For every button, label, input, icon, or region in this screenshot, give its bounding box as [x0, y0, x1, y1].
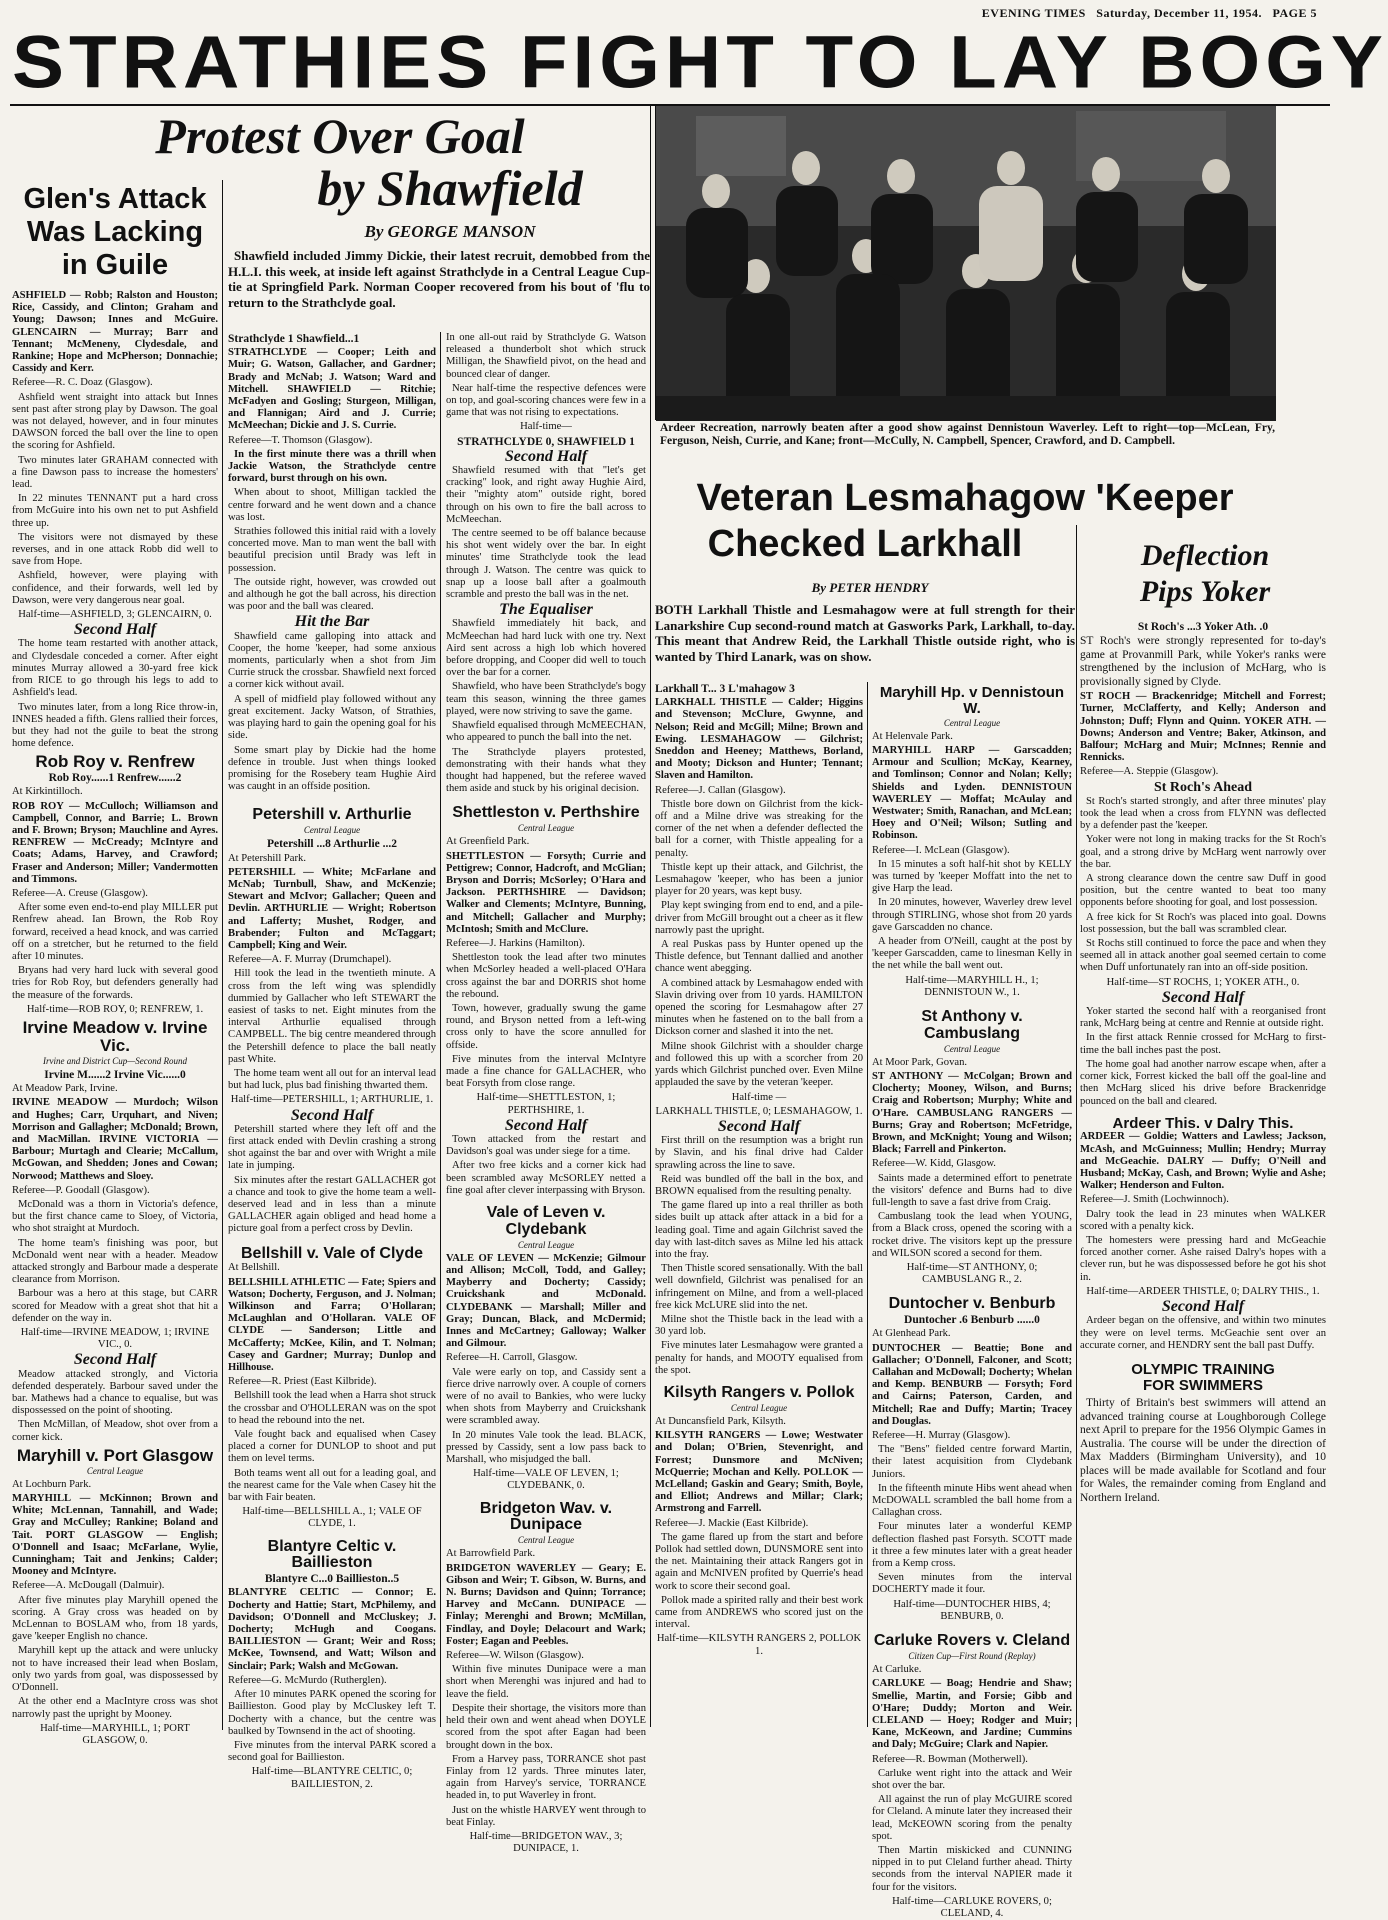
kilsyth-halftime: Half-time—KILSYTH RANGERS 2, POLLOK 1.: [656, 1633, 862, 1657]
photo-caption: Ardeer Recreation, narrowly beaten after a good show against Dennistoun Waverley. Left to right—top—McLean, Fry, Ferguson, Neish, Currie, and Kane; front—McCully, N. Campbell, Spencer, Crawford, and D. Campbell.: [660, 422, 1275, 447]
bridgeton-referee: Referee—W. Wilson (Glasgow).: [446, 1650, 584, 1662]
main-para: Shawfield resumed with that "let's get cracking" look, and right away Hughie Aird, their "mighty atom" outside right, bored through on his own to fire the ball across to McMeechan.: [446, 465, 646, 525]
main-para: Strathies followed this initial raid with a lovely concerted move. Man to man went the ball with beautiful precision until Brady was left in possession.: [228, 526, 436, 574]
column-divider: [650, 105, 651, 1727]
main-referee: Referee—T. Thomson (Glasgow).: [228, 434, 373, 446]
st-anthony-league: Central League: [943, 1043, 1001, 1054]
lesma-headline-2: Checked Larkhall: [707, 523, 1023, 565]
bridgeton-para: Despite their shortage, the visitors more than held their own and went ahead when DOYLE scored from the spot after Eagan had been brought down in the box.: [446, 1702, 646, 1751]
column-6: [1080, 620, 1326, 1727]
robroy-halftime: Half-time—ROB ROY, 0; RENFREW, 1.: [26, 1003, 204, 1015]
main-halftime-label: Half-time—: [520, 421, 572, 433]
irvine-teams: IRVINE MEADOW — Murdoch; Wilson and Hughes; Carr, Urquhart, and Niven; Morrison and Gallagher; McDonald; Brown, and MacMillan. IRVINE VICTORIA — Barbour; Murtagh and Clearie; McCallum, McGowan, and Shedden; Jones and Cowan; Norwood; Matthews and Sloey.: [12, 1097, 218, 1182]
lesma-para: A real Puskas pass by Hunter opened up the Thistle defence, but Tennant dallied and another chance went abegging.: [655, 939, 863, 975]
lesma-para: Milne shot the Thistle back in the lead with a 30 yard lob.: [655, 1313, 863, 1338]
irvine-referee: Referee—P. Goodall (Glasgow).: [12, 1184, 150, 1196]
column-divider: [1076, 525, 1077, 1727]
bellshill-halftime: Half-time—BELLSHILL A., 1; VALE OF CLYDE, 1.: [242, 1506, 422, 1530]
main-subhead: Second Half: [504, 447, 588, 465]
st-anthony-referee: Referee—W. Kidd, Glasgow.: [872, 1158, 996, 1170]
lesma-para: The game flared up into a real thriller as both sides built up attack after attack in a bid for a leading goal. Time and again Gilchrist saved the day with last-ditch saves as Milne led his attack into the fray.: [655, 1200, 863, 1260]
paper-date: Saturday, December 11, 1954.: [1096, 6, 1263, 20]
petershill-referee: Referee—A. F. Murray (Drumchapel).: [228, 954, 392, 966]
maryhill-harp-title: Maryhill Hp. v Dennistoun W.: [879, 684, 1065, 717]
blantyre-title: Blantyre Celtic v. Baillieston: [267, 1537, 397, 1572]
maryhill-pg-halftime: Half-time—MARYHILL, 1; PORT GLASGOW, 0.: [40, 1722, 190, 1746]
petershill-league: Central League: [303, 825, 361, 836]
vale-leven-referee: Referee—H. Carroll, Glasgow.: [446, 1352, 578, 1364]
olympic-title: [1080, 1362, 1326, 1394]
yoker-teams: ST ROCH — Brackenridge; Mitchell and Forrest; Turner, McClafferty, and Kelly; Anderson and Johnston; Duff; Flynn and Quinn. YOKER ATH. — Downs; Anderson and Ventre; Baker, Atkinson, and Balfour; McHarg and Muir; McInnes; Rennie and Rennicks.: [1080, 691, 1326, 764]
robroy-para: Bryans had very hard luck with several good tries for Rob Roy, but defenders generally had the measure of the forwards.: [12, 965, 218, 1001]
bellshill-para: Both teams went all out for a leading goal, and the nearest came for the Vale when Casey hit the bar with Fair beaten.: [228, 1467, 436, 1504]
shettleston-title: Shettleston v. Perthshire: [452, 804, 640, 822]
maryhill-pg-referee: Referee—A. McDougall (Dalmuir).: [12, 1580, 165, 1592]
glen-para: The visitors were not dismayed by these reverses, and in one attack Robb did well to save from Hope.: [12, 531, 218, 568]
maryhill-harp-halftime: Half-time—MARYHILL H., 1; DENNISTOUN W., 1.: [905, 974, 1039, 998]
lesma-para: A combined attack by Lesmahagow ended with Slavin driving over from 10 yards. HAMILTON opened the scoring for Lesmahagow after 27 minutes when he fastened on to the ball from a Dickson corner and slashed it into the net.: [655, 977, 863, 1038]
main-para: Shawfield immediately hit back, and McMeechan had hard luck with one try. Next Aird sent across a high lob which hovered before dropping, and Cooper did well to touch over the bar for a corner.: [446, 618, 646, 679]
petershill-teams: PETERSHILL — White; McFarlane and McNab; Turnbull, Shaw, and McKenzie; Stewart and McIvor; Gallacher; Queen and Devlin. ARTHURLIE — Wright; Robertson and Lafferty; Mushet, Rodger, and Brabender; Fulton and McTaggart; Campbell; King and Weir.: [228, 866, 436, 951]
glen-subhead: Second Half: [73, 621, 157, 639]
irvine-competition: Irvine and District Cup—Second Round: [43, 1055, 187, 1066]
main-para: The centre seemed to be off balance because his shot went widely over the bar. In eight minutes' time Strathclyde took the lead through J. Watson. The centre was quick to snap up a loose ball after a goalmouth scramble and presto the ball was in the net.: [446, 528, 646, 601]
yoker-headline-line-1: Deflection: [1140, 539, 1270, 572]
main-para: Shawfield equalised through McMEECHAN, who appeared to punch the ball into the net.: [446, 720, 646, 744]
duntocher-para: The "Bens" fielded centre forward Martin, their latest acquisition from Clydebank Juniors.: [872, 1444, 1072, 1480]
bellshill-title: Bellshill v. Vale of Clyde: [241, 1244, 423, 1262]
st-anthony-teams: ST ANTHONY — McColgan; Brown and Clocherty; Mooney, Wilson, and Burns; Craig and Robertson; Murphy; White and O'Hare. CAMBUSLANG RANGERS — Burns; Gray and Robertson; McFetridge, Brown, and McKnight; Young and Wilson; Black; Farrell and Pinkerton.: [872, 1070, 1072, 1156]
blantyre-referee: Referee—G. McMurdo (Rutherglen).: [228, 1674, 387, 1686]
glen-headline-line-3: in Guile: [61, 249, 169, 281]
carluke-referee: Referee—R. Bowman (Motherwell).: [872, 1753, 1028, 1765]
shettleston-teams: SHETTLESTON — Forsyth; Currie and Pettigrew; Connor, Hadcroft, and McGlian; Bryson and Dorris; McSorley; O'Hara and Jackson. PERTHSHIRE — Davidson; Walker and Clements; McIntyre, Bunning, and Mitchell; Gallacher and Murphy; McIntosh; Smith and McClure.: [446, 850, 646, 935]
yoker-para: A strong clearance down the centre saw Duff in good position, but the centre wanted to beat too many opponents before shooting for goal, and lost possession.: [1080, 873, 1326, 909]
robroy-score: Rob Roy......1 Renfrew......2: [48, 772, 182, 785]
glen-headline: [12, 183, 218, 282]
ardeer-referee: Referee—J. Smith (Lochwinnoch).: [1080, 1194, 1229, 1206]
carluke-venue: At Carluke.: [872, 1664, 922, 1676]
maryhill-harp-teams: MARYHILL HARP — Garscadden; Armour and Scullion; McKay, Kearney, and Tomlinson; Connor and Nolan; Kelly; Shields and Lyden. DENNISTOUN WAVERLEY — Moffat; McAulay and Westwater; Smith, Ranachan, and McLean; Hoey and O'Neil; Wilson; Sutling and Robinson.: [872, 744, 1072, 842]
lesma-para: Thistle kept up their attack, and Gilchrist, the Lesmahagow 'keeper, who has been a junior player for 20 years, was kept busy.: [655, 861, 863, 898]
bridgeton-venue: At Barrowfield Park.: [446, 1548, 536, 1560]
petershill-subhead: Second Half: [290, 1106, 374, 1124]
vale-leven-para: In 20 minutes Vale took the lead. BLACK, pressed by Cassidy, sent a low pass back to Marshall, who misjudged the ball.: [446, 1429, 646, 1466]
maryhill-pg-para: Maryhill kept up the attack and were unlucky not to have increased their lead when Boslam, only two yards from goal, was dispossessed by O'Donnell.: [12, 1645, 218, 1694]
lesma-para: Play kept swinging from end to end, and a pile-driver from McGill brought out a cheer as it flew narrowly past the upright.: [655, 900, 863, 936]
main-para: Shawfield came galloping into attack and Cooper, the home 'keeper, had some anxious moments, particularly when a shot from Jim Currie struck the crossbar. Shawfield next forced a corner kick without avail.: [228, 630, 436, 691]
lesma-halftime: LARKHALL THISTLE, 0; LESMAHAGOW, 1.: [655, 1105, 863, 1117]
yoker-intro: ST Roch's were strongly represented for to-day's game at Provanmill Park, while Yoker's ranks were strengthened by the inclusion of McHarg, who is provisionally signed by Clyde.: [1080, 635, 1326, 688]
lesma-byline: By PETER HENDRY: [811, 580, 929, 595]
blantyre-teams: BLANTYRE CELTIC — Connor; E. Docherty and Hattie; Start, McPhilemy, and Davidson; O'Donnell and McCluskey; J. Docherty; McHugh and Coogans. BAILLIESTON — Grant; Weir and Ross; McKee, Townsend, and Watt; Wilson and Sinclair; Park; Walsh and McGowan.: [228, 1587, 436, 1672]
vale-leven-halftime: Half-time—VALE OF LEVEN, 1; CLYDEBANK, 0.: [473, 1468, 619, 1492]
ardeer-para: The homesters were pressing hard and McGeachie forced another corner. Ashe raised Dalry's hopes with a clever run, but he was dispossessed before he got his shot in.: [1080, 1235, 1326, 1283]
irvine-para: Meadow attacked strongly, and Victoria defended desperately. Barbour saved under the bar. Mathews had a chance to equalise, but was dispossessed on the point of shooting.: [12, 1368, 218, 1417]
lesma-para: First thrill on the resumption was a bright run by Slavin, and his final drive had Calder sprawling across the line to save.: [655, 1135, 863, 1171]
maryhill-pg-para: At the other end a MacIntyre cross was shot narrowly past the upright by Mooney.: [12, 1696, 218, 1720]
lesma-para: Thistle bore down on Gilchrist from the kick-off and a Milne drive was streaking for the corner of the net when a defender deflected the ball for a corner, with Thistle appealing for a penalty.: [655, 798, 863, 859]
petershill-para: Hill took the lead in the twentieth minute. A cross from the left wing was splendidly dummied by Gallacher who left STEWART the easiest of tasks to net. Eight minutes from the interval Arthurlie equalised through CAMPBELL. The big centre meandered through the Petershill defence to place the ball neatly past White.: [228, 968, 436, 1065]
bridgeton-para: From a Harvey pass, TORRANCE shot past Finlay from 12 yards. Three minutes later, again from Harvey's service, TORRANCE headed in, to put Waverley in front.: [446, 1753, 646, 1802]
column-1: [12, 180, 218, 1746]
maryhill-harp-para: In 15 minutes a soft half-hit shot by KELLY was turned by 'keeper Moffatt into the net to give Harp the lead.: [872, 858, 1072, 895]
column-divider: [440, 332, 441, 1727]
page-number: PAGE 5: [1272, 6, 1317, 20]
carluke-title: Carluke Rovers v. Cleland: [873, 1632, 1071, 1650]
team-photo: [655, 105, 1275, 420]
lesma-para: Reid was bundled off the ball in the box, and BROWN equalised from the resulting penalty.: [655, 1173, 863, 1197]
yoker-subhead: St Roch's Ahead: [1153, 779, 1253, 795]
petershill-halftime: Half-time—PETERSHILL, 1; ARTHURLIE, 1.: [230, 1094, 434, 1106]
yoker-para: St Roch's started strongly, and after three minutes' play took the lead when a cross from FLYNN was deflected by a defender past the 'keeper.: [1080, 795, 1326, 832]
shettleston-venue: At Greenfield Park.: [446, 836, 530, 848]
irvine-halftime: Half-time—IRVINE MEADOW, 1; IRVINE VIC., 0.: [20, 1326, 210, 1351]
column-2: [228, 332, 436, 1790]
lesma-referee: Referee—J. Callan (Glasgow).: [655, 784, 786, 796]
lesma-halftime-label: Half-time —: [731, 1091, 787, 1103]
vale-leven-teams: VALE OF LEVEN — McKenzie; Gilmour and Allison; McColl, Todd, and Galley; Mayberry and Docherty; Cassidy; Cruickshank and McDonald. CLYDEBANK — Marshall; Miller and Gray; Duncan, Black, and McDermid; Innes and McCartney; Galloway; Walker and Gilmour.: [446, 1252, 646, 1350]
shettleston-league: Central League: [517, 823, 575, 834]
main-headline-2: by Shawfield: [317, 160, 583, 216]
shettleston-halftime: Half-time—SHETTLESTON, 1; PERTHSHIRE, 1.: [476, 1092, 616, 1116]
yoker-headline: [1080, 538, 1330, 618]
kilsyth-para: The game flared up from the start and before Pollok had settled down, DUNSMORE sent into the net. Maintaining their attack Rangers got in again and McNIVEN profited by Querrie's head work to score their second goal.: [655, 1531, 863, 1592]
main-para: Some smart play by Dickie had the home defence in trouble. Just when things looked promising for the Rosebery team Hughie Aird was caught in an offside position.: [228, 744, 436, 793]
irvine-para: The home team's finishing was poor, but McDonald went near with a header. Meadow attacked strongly and Barbour made a desperate clearance from Morrison.: [12, 1237, 218, 1286]
maryhill-pg-para: After five minutes play Maryhill opened the scoring. A Gray cross was headed on by McLennan to BOSLAM who, from 18 yards, gave 'keeper English no chance.: [12, 1594, 218, 1643]
vale-leven-para: Vale were early on top, and Cassidy sent a fierce drive narrowly over. A couple of corners were of no avail to Bankies, who were lucky when shots from Mayberry and Cruickshank were scrambled away.: [446, 1366, 646, 1427]
main-para: The outside right, however, was crowded out and although he got the ball across, his direction was poor and the ball was cleared.: [228, 576, 436, 613]
glen-referee: Referee—R. C. Doaz (Glasgow).: [12, 377, 153, 389]
main-para: The Strathclyde players protested, demonstrating with their hands what they thought had happened, but the referee waved them aside and stuck by his original decision.: [446, 746, 646, 795]
duntocher-halftime: Half-time—DUNTOCHER HIBS, 4; BENBURB, 0.: [893, 1598, 1051, 1622]
yoker-subhead: Second Half: [1161, 988, 1245, 1006]
duntocher-score: Duntocher .6 Benburb ......0: [904, 1314, 1040, 1327]
shettleston-para: Five minutes from the interval McIntyre made a fine chance for GALLACHER, who beat Forsyth from close range.: [446, 1053, 646, 1090]
glen-headline-line-1: Glen's Attack: [23, 183, 207, 215]
yoker-para: St Rochs still continued to force the pace and when they seemed all in attack another goal seemed certain to come when Duff unfortunately ran into an off-side position.: [1080, 938, 1326, 974]
duntocher-venue: At Glenhead Park.: [872, 1328, 951, 1340]
olympic-title-line-2: FOR SWIMMERS: [1143, 1376, 1263, 1394]
maryhill-harp-league: Central League: [943, 717, 1001, 728]
glen-halftime: Half-time—ASHFIELD, 3; GLENCAIRN, 0.: [18, 609, 212, 621]
olympic-text: Thirty of Britain's best swimmers will attend an advanced training course at Loughborough College next April to prepare for the 1956 Olympic Games in Australia. The course will be under the direction of Max Madders (Birmingham University), and 10 places will be made available for Scotland and four for Wales, the remainder coming from England and Northern Ireland.: [1080, 1397, 1326, 1504]
st-anthony-para: Cambuslang took the lead when YOUNG, from a Black cross, opened the scoring with a rocket drive. The visitors kept up the pressure and WILSON scored a second for them.: [872, 1211, 1072, 1259]
carluke-competition: Citizen Cup—First Round (Replay): [908, 1650, 1036, 1661]
robroy-teams: ROB ROY — McCulloch; Williamson and Campbell, Connor, and Barrie; L. Brown and F. Brown; Bryson; Mauchline and Ayres. RENFREW — McCready; McIntyre and Coats; Adams, Harvey, and Crawford; Fraser and Anderson; Miller; Vandermotten and Timmons.: [12, 800, 218, 885]
bridgeton-title: Bridgeton Wav. v. Dunipace: [479, 1499, 613, 1534]
petershill-para: The home team went all out for an interval lead but had luck, plus bad finishing thwarted them.: [228, 1067, 436, 1092]
duntocher-referee: Referee—H. Murray (Glasgow).: [872, 1430, 1011, 1442]
carluke-para: All against the run of play McGUIRE scored for Cleland. A minute later they increased their lead, McKEOWN scoring from the penalty spot.: [872, 1794, 1072, 1842]
ardeer-teams: ARDEER — Goldie; Watters and Lawless; Jackson, McAsh, and McGuinness; Mullin; Hendry; Murray and McGeachie. DALRY — Duffy; O'Neill and Husband; McKay, Cash, and Brown; Wylie and Ashe; Walker; Henderson and Fulton.: [1080, 1131, 1326, 1192]
main-para: In one all-out raid by Strathclyde G. Watson released a thunderbolt shot which struck Milligan, the Shawfield pivot, on the head and bounced clear of danger.: [446, 332, 646, 380]
main-halftime: STRATHCLYDE 0, SHAWFIELD 1: [457, 435, 635, 448]
kilsyth-venue: At Duncansfield Park, Kilsyth.: [655, 1415, 786, 1427]
column-divider: [867, 682, 868, 1727]
olympic-title-line-1: OLYMPIC TRAINING: [1131, 1360, 1275, 1378]
blantyre-halftime: Half-time—BLANTYRE CELTIC, 0; BAILLIESTON, 2.: [251, 1766, 413, 1790]
irvine-title: Irvine Meadow v. Irvine Vic.: [22, 1018, 208, 1055]
shettleston-para: Town attacked from the restart and Davidson's goal was under siege for a time.: [446, 1133, 646, 1158]
kilsyth-para: Pollok made a spirited rally and their best work came from ANDREWS who scored just on the interval.: [655, 1594, 863, 1631]
column-divider: [222, 180, 223, 1730]
robroy-referee: Referee—A. Creuse (Glasgow).: [12, 887, 148, 899]
column-5: [872, 682, 1072, 1919]
glen-para: The home team restarted with another attack, and Clydesdale conceded a corner. After eight minutes Murray allowed a 30-yard free kick from RICE to go through his legs to add to Ashfield's lead.: [12, 638, 218, 699]
column-3: [446, 332, 646, 1855]
shettleston-referee: Referee—J. Harkins (Hamilton).: [446, 937, 585, 949]
maryhill-pg-league: Central League: [86, 1465, 144, 1476]
lesma-score: Larkhall T... 3 L'mahagow 3: [655, 683, 795, 695]
main-para: When about to shoot, Milligan tackled the centre forward and he went down and a chance was lost.: [228, 487, 436, 523]
column-4: [655, 682, 863, 1727]
ardeer-para: Dalry took the lead in 23 minutes when WALKER scored with a penalty kick.: [1080, 1208, 1326, 1232]
petershill-score: Petershill ...8 Arthurlie ...2: [267, 838, 397, 851]
main-byline: By GEORGE MANSON: [364, 222, 536, 241]
kilsyth-league: Central League: [730, 1402, 788, 1413]
kilsyth-title: Kilsyth Rangers v. Pollok: [663, 1383, 855, 1401]
maryhill-pg-teams: MARYHILL — McKinnon; Brown and White; McLennan, Tannahill, and Wade; Gray and McCulley; Rankine; Boland and Tait. PORT GLASGOW — English; O'Donnell and Isaac; McFarlane, Wylie, Cunningham; Tait and Jenkins; Calder; Mooney and McIntyre.: [12, 1493, 218, 1578]
lesma-teams: LARKHALL THISTLE — Calder; Higgins and Stevenson; McClure, Gwynne, and Nelson; Reid and McGill; Milne; Brown and Ewing. LESMAHAGOW — Gilchrist; Sneddon and Heeney; Matthews, Borland, and Mooty; Dickson and Hunter; Tennant; Slaven and Hamilton.: [655, 697, 863, 782]
bellshill-teams: BELLSHILL ATHLETIC — Fate; Spiers and Watson; Docherty, Ferguson, and J. Nolman; Wilkinson and Farra; O'Hollaran; McLaughlan and O'Hollaran. VALE OF CLYDE — Sanderson; Little and McCafferty; McKee, Kilin, and T. Nolman; Casey and Gardner; Murray; Dunlop and Hillhouse.: [228, 1276, 436, 1374]
shettleston-para: Town, however, gradually swung the game round, and Bryson netted from a left-wing cross only to have the score annulled for offside.: [446, 1002, 646, 1051]
duntocher-teams: DUNTOCHER — Beattie; Bone and Gallacher; O'Donnell, Falconer, and Scott; Callahan and McDowall; Docherty; Whelan and Kemp. BENBURB — Forsyth; Ford and Cairns; Paterson, Carden, and Mitchell; Rae and Duffy; Martin; Tracey and Douglas.: [872, 1342, 1072, 1427]
irvine-para: Barbour was a hero at this stage, but CARR scored for Meadow with a great shot that hit a defender on the way in.: [12, 1288, 218, 1324]
st-anthony-title: St Anthony v. Cambuslang: [921, 1007, 1023, 1042]
lesma-para: Five minutes later Lesmahagow were granted a penalty for hands, and MOOTY equalised from the spot.: [655, 1340, 863, 1376]
irvine-para: McDonald was a thorn in Victoria's defence, but the first chance came to Sloey, of Victoria, who shot straight at Murdoch.: [12, 1198, 218, 1235]
yoker-headline-line-2: Pips Yoker: [1139, 575, 1271, 608]
lesma-subhead: Second Half: [717, 1117, 801, 1135]
banner-headline: STRATHIES FIGHT TO LAY BOGY: [12, 20, 1388, 104]
bellshill-para: Bellshill took the lead when a Harra shot struck the crossbar and O'HOLLERAN was on the spot to head the rebound into the net.: [228, 1390, 436, 1426]
bridgeton-halftime: Half-time—BRIDGETON WAV., 3; DUNIPACE, 1.: [469, 1830, 623, 1855]
maryhill-pg-venue: At Lochburn Park.: [12, 1478, 92, 1490]
yoker-halftime: Half-time—ST ROCHS, 1; YOKER ATH., 0.: [1106, 976, 1300, 988]
page-folio: [982, 6, 1317, 21]
main-score: Strathclyde 1 Shawfield...1: [228, 333, 360, 345]
yoker-para: Yoker started the second half with a reorganised front rank, McHarg being at centre and Rennie at outside right.: [1080, 1006, 1326, 1030]
irvine-venue: At Meadow Park, Irvine.: [12, 1083, 118, 1095]
kilsyth-referee: Referee—J. Mackie (East Kilbride).: [655, 1517, 809, 1529]
st-anthony-venue: At Moor Park, Govan.: [872, 1056, 968, 1068]
main-subhead: Hit the Bar: [294, 613, 370, 631]
bellshill-para: Vale fought back and equalised when Casey placed a corner for DUNLOP to shoot and put them on level terms.: [228, 1429, 436, 1465]
robroy-venue: At Kirkintilloch.: [12, 786, 83, 798]
bridgeton-league: Central League: [517, 1535, 575, 1546]
yoker-para: In the first attack Rennie crossed for McHarg to first-time the ball inches past the post.: [1080, 1032, 1326, 1056]
shettleston-para: Shettleston took the lead after two minutes when McSorley headed a well-placed O'Hara cross against the bar and DORRIS shot home the rebound.: [446, 952, 646, 1000]
yoker-para: The home goal had another narrow escape when, after a corner kick, Forrest kicked the ball off the goal-line and then McHarg sliced his drive before Brackenridge pounced on the ball and cleared.: [1080, 1058, 1326, 1107]
lesma-para: Then Thistle scored sensationally. With the ball well downfield, Gilchrist was penalised for an infringement on Milne, and from a well-placed free kick McLURE slid into the net.: [655, 1263, 863, 1311]
glen-para: Two minutes later GRAHAM connected with a fine Dawson pass to increase the homesters' lead.: [12, 454, 218, 491]
carluke-halftime: Half-time—CARLUKE ROVERS, 0; CLELAND, 4.: [892, 1895, 1052, 1919]
maryhill-harp-venue: At Helenvale Park.: [872, 730, 953, 742]
main-headline-1: Protest Over Goal: [155, 108, 525, 164]
lesma-headline-1: Veteran Lesmahagow 'Keeper: [696, 477, 1234, 519]
robroy-para: After some even end-to-end play MILLER put Renfrew ahead. Ian Brown, the Rob Roy forward, received a head knock, and was carried off on a stretcher, but he returned to the field after 10 minutes.: [12, 902, 218, 962]
blantyre-score: Blantyre C...0 Baillieston..5: [264, 1573, 400, 1586]
maryhill-harp-para: In 20 minutes, however, Waverley drew level through STIRLING, whose shot from 20 yards gave Garscadden no chance.: [872, 897, 1072, 933]
blantyre-para: After 10 minutes PARK opened the scoring for Baillieston. Good play by McCluskey left T. Docherty with a chance, but the centre was baulked by Townsend in the act of shooting.: [228, 1689, 436, 1737]
main-intro-text: Shawfield included Jimmy Dickie, their latest recruit, demobbed from the H.L.I. this week, at inside left against Strathclyde in a Central League Cup-tie at Springfield Park. Norman Cooper recovered from his bout of 'flu to return to the Strathclyde goal.: [228, 248, 650, 310]
ardeer-title: Ardeer This. v Dalry This.: [1112, 1114, 1294, 1132]
duntocher-para: Four minutes later a wonderful KEMP deflection flashed past Forsyth. SCOTT made it three a few minutes later with a great header from a Kemp cross.: [872, 1521, 1072, 1570]
lesma-para: Milne shook Gilchrist with a shoulder charge and followed this up with a scorcher from 20 yards which Gilchrist punched over. Even Milne applauded the save by the veteran 'keeper.: [655, 1040, 863, 1089]
petershill-title: Petershill v. Arthurlie: [252, 806, 412, 824]
robroy-title: Rob Roy v. Renfrew: [35, 752, 195, 772]
maryhill-harp-para: A header from O'Neill, caught at the post by 'keeper Garscadden, came to linesman Kelly in the net while the ball went out.: [872, 935, 1072, 972]
bellshill-referee: Referee—R. Priest (East Kilbride).: [228, 1376, 377, 1388]
lesma-intro: [655, 602, 1075, 682]
vale-leven-title: Vale of Leven v. Clydebank: [486, 1204, 606, 1238]
main-para: Shawfield, who have been Strathclyde's bogy team this season, winning the three games played, were now striving to save the game.: [446, 681, 646, 717]
glen-teams: ASHFIELD — Robb; Ralston and Houston; Rice, Cassidy, and Clinton; Graham and Young; Dawson; Innes and McGuire. GLENCAIRN — Murray; Barr and Tennant; McMeneny, Clydesdale, and Rankine; Hope and McPherson; Donnachie; Cassidy and Kerr.: [12, 290, 218, 375]
yoker-para: Yoker were not long in making tracks for the St Roch's goal, and a strong drive by McHarg went narrowly over the bar.: [1080, 834, 1326, 870]
main-subhead: The Equaliser: [499, 601, 593, 619]
ardeer-subhead: Second Half: [1161, 1298, 1245, 1316]
main-para: A spell of midfield play followed without any great excitement. Jacky Watson, of Strathies, was playing hard to gain the opening goal for his side.: [228, 693, 436, 742]
shettleston-para: After two free kicks and a corner kick had been scrambled away McSORLEY netted a fine goal after clever interpassing with Bryson.: [446, 1160, 646, 1196]
glen-para: Ashfield, however, were playing with confidence, and their forwards, well led by Dawson, were very dangerous near goal.: [12, 570, 218, 606]
irvine-para: Then McMillan, of Meadow, shot over from a corner kick.: [12, 1419, 218, 1443]
bridgeton-teams: BRIDGETON WAVERLEY — Geary; E. Gibson and Weir; T. Gibson, W. Burns, and N. Burns; Davidson and Quinn; Torrance; Harvey and McCann. DUNIPACE — Finlay; Merenghi and Brown; McMillan, Findlay, and Doyle; Delacourt and Wark; Foster; Eagan and Peebles.: [446, 1562, 646, 1647]
st-anthony-halftime: Half-time—ST ANTHONY, 0; CAMBUSLANG R., 2.: [906, 1262, 1038, 1286]
paper-name: EVENING TIMES: [981, 6, 1086, 20]
duntocher-para: In the fifteenth minute Hibs went ahead when McDOWALL scrambled the ball home from a Callaghan cross.: [872, 1482, 1072, 1519]
yoker-score: St Roch's ...3 Yoker Ath. .0: [1137, 621, 1269, 633]
main-intro: [228, 248, 650, 328]
carluke-para: Then Martin miskicked and CUNNING nipped in to put Cleland further ahead. Thirty seconds from the interval NAPIER made it four for the visitors.: [872, 1844, 1072, 1893]
ardeer-halftime: Half-time—ARDEER THISTLE, 0; DALRY THIS., 1.: [1086, 1285, 1320, 1297]
glen-headline-line-2: Was Lacking: [26, 216, 204, 248]
shettleston-subhead: Second Half: [504, 1116, 588, 1134]
duntocher-para: Seven minutes from the interval DOCHERTY made it four.: [872, 1572, 1072, 1596]
bridgeton-para: Within five minutes Dunipace were a man short when Merenghi was injured and had to leave the field.: [446, 1664, 646, 1700]
glen-para: Two minutes later, from a long Rice throw-in, INNES headed a fifth. Glens rallied their forces, but they had not the guile to beat the strong home defence.: [12, 701, 218, 750]
kilsyth-teams: KILSYTH RANGERS — Lowe; Westwater and Dolan; O'Brien, Stevenright, and Forrest; Dunsmore and McNiven; McQuerrie; Mochan and Kelly. POLLOK — McLelland; Gaskin and Geary; Smith, Boyle, and Elliot; Andrews and Millar; Clark; Armstrong and Farrell.: [655, 1430, 863, 1515]
vale-leven-league: Central League: [517, 1239, 575, 1250]
main-para: In the first minute there was a thrill when Jackie Watson, the Strathclyde centre forward, burst through on his own.: [228, 448, 436, 485]
team-photo-image: [656, 106, 1276, 421]
carluke-para: Carluke went right into the attack and Weir shot over the bar.: [872, 1767, 1072, 1791]
maryhill-pg-title: Maryhill v. Port Glasgow: [16, 1445, 214, 1465]
yoker-para: A free kick for St Roch's was placed into goal. Downs lost possession, but the ball was scrambled clear.: [1080, 911, 1326, 935]
petershill-para: Petershill started where they left off and the first attack ended with Devlin crashing a strong shot against the bar and over with Wright a mile late in jumping.: [228, 1123, 436, 1172]
main-teams: STRATHCLYDE — Cooper; Leith and Muir; G. Watson, Gallacher, and Gardner; Brady and McNab; J. Watson; Ward and Mitchell. SHAWFIELD — Ritchie; McFadyen and Gosling; Sturgeon, Milligan, and Flannigan; Aird and J. Currie; McMeechan; Dickie and J. S. Currie.: [228, 347, 436, 432]
duntocher-title: Duntocher v. Benburb: [888, 1295, 1056, 1313]
ardeer-para: Ardeer began on the offensive, and within two minutes they were on level terms. McGeachie sent over an accurate corner, and HENDRY sent the ball past Duffy.: [1080, 1315, 1326, 1351]
irvine-subhead: Second Half: [73, 1351, 157, 1369]
lesma-intro-text: BOTH Larkhall Thistle and Lesmahagow were at full strength for their Lanarkshire Cup second-round match at Gasworks Park, Larkhall, to-day. This meant that Andrew Reid, the Larkhall Thistle outside right, who is wanted by Third Lanark, was on show.: [655, 602, 1075, 664]
glen-para: In 22 minutes TENNANT put a hard cross from McGuire into his own net to put Ashfield three up.: [12, 493, 218, 529]
st-anthony-para: Saints made a determined effort to penetrate the visitors' defence and Burns had to dive full-length to save a fast drive from Craig.: [872, 1172, 1072, 1208]
bridgeton-para: Just on the whistle HARVEY went through to beat Finlay.: [446, 1804, 646, 1828]
maryhill-harp-referee: Referee—I. McLean (Glasgow).: [872, 844, 1010, 856]
petershill-para: Six minutes after the restart GALLACHER got a chance and took to give the home team a well-deserved lead and in less than a minute GALLACHER again obliged and head home a picture goal from a perfect cross by Devlin.: [228, 1174, 436, 1235]
yoker-referee: Referee—A. Steppie (Glasgow).: [1080, 766, 1219, 778]
blantyre-para: Five minutes from the interval PARK scored a second goal for Baillieston.: [228, 1739, 436, 1764]
carluke-teams: CARLUKE — Boag; Hendrie and Shaw; Smellie, Martin, and Forsie; Gibb and O'Hare; Duddy; Morton and Weir. CLELAND — Hoey; Rodger and Muir; Kane, McKeown, and Jardine; Cummins and Daly; McGuire; Clark and Napier.: [872, 1678, 1072, 1751]
glen-para: Ashfield went straight into attack but Innes sent past after strong play by Dawson. The goal was not delayed, however, and in four minutes DAWSON forced the ball over the line to open the scoring for Ashfield.: [12, 391, 218, 452]
irvine-score: Irvine M......2 Irvine Vic......0: [44, 1068, 186, 1081]
bellshill-venue: At Bellshill.: [228, 1262, 280, 1274]
main-para: Near half-time the respective defences were on top, and goal-scoring chances were few in a game that was not rising to expectations.: [446, 382, 646, 419]
petershill-venue: At Petershill Park.: [228, 852, 306, 864]
